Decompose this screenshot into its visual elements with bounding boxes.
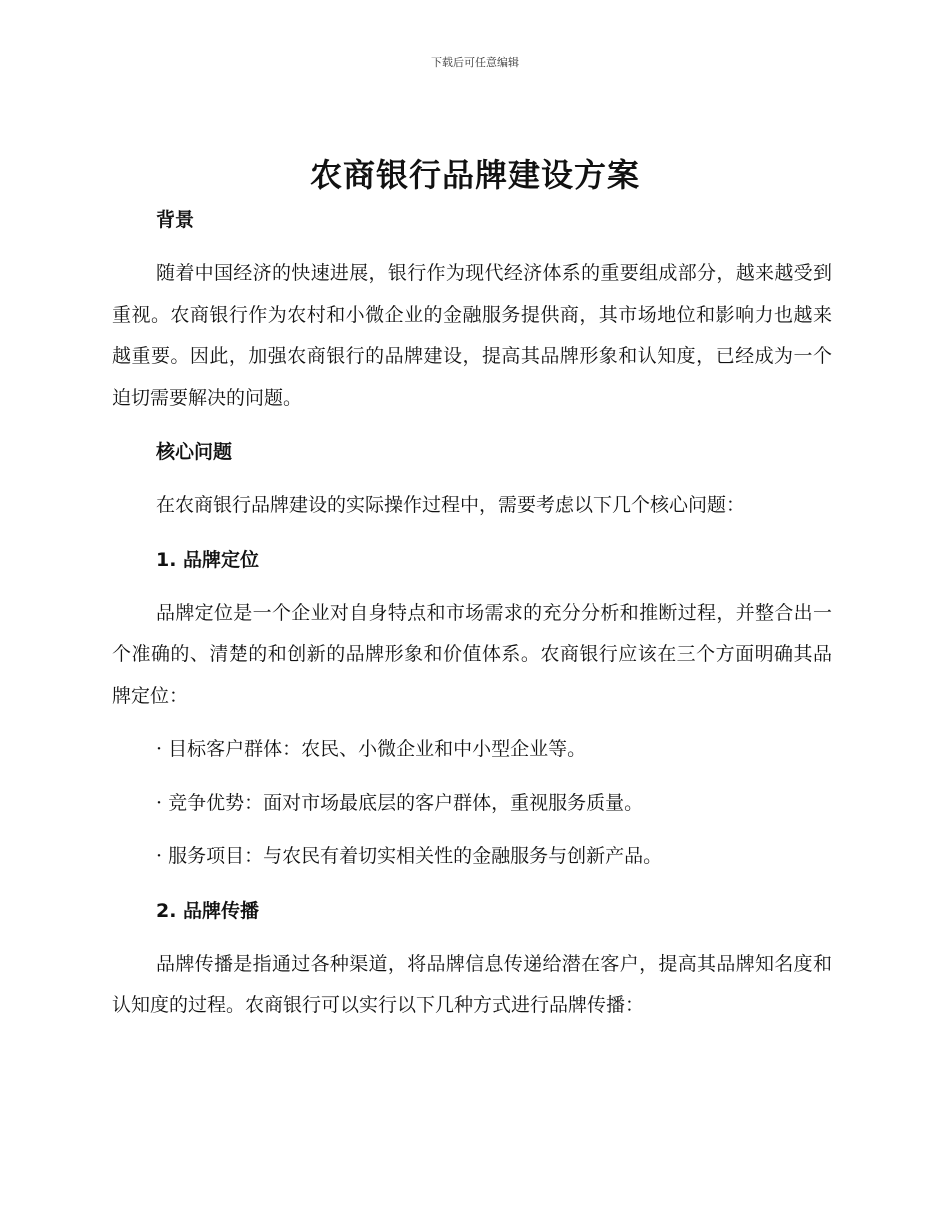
bullet-competitive-advantage: · 竞争优势：面对市场最底层的客户群体，重视服务质量。 [156, 791, 644, 814]
paragraph-background: 随着中国经济的快速进展，银行作为现代经济体系的重要组成部分，越来越受到重视。农商银行作为农村和小微企业的金融服务提供商，其市场地位和影响力也越来越重要。因此，加强农商银行的品牌建设，提高其品牌形象和认知度，已经成为一个迫切需要解决的问题。 [112, 262, 832, 409]
paragraph-brand-positioning: 品牌定位是一个企业对自身特点和市场需求的充分分析和推断过程，并整合出一个准确的、清楚的和创新的品牌形象和价值体系。农商银行应该在三个方面明确其品牌定位： [112, 601, 832, 707]
header-note: 下载后可任意编辑 [431, 56, 519, 69]
heading-brand-communication: 2. 品牌传播 [156, 899, 260, 922]
bullet-service-items: · 服务项目：与农民有着切实相关性的金融服务与创新产品。 [156, 845, 663, 867]
bullet-target-customers: · 目标客户群体：农民、小微企业和中小型企业等。 [156, 738, 587, 760]
heading-background: 背景 [156, 209, 195, 231]
paragraph-core-issues: 在农商银行品牌建设的实际操作过程中，需要考虑以下几个核心问题： [156, 494, 746, 516]
heading-core-issues: 核心问题 [156, 441, 233, 463]
paragraph-brand-communication: 品牌传播是指通过各种渠道，将品牌信息传递给潜在客户，提高其品牌知名度和认知度的过程。农商银行可以实行以下几种方式进行品牌传播： [112, 952, 832, 1016]
document-body [112, 198, 832, 1027]
document-title: 农商银行品牌建设方案 [309, 156, 640, 194]
heading-brand-positioning: 1. 品牌定位 [156, 548, 260, 571]
